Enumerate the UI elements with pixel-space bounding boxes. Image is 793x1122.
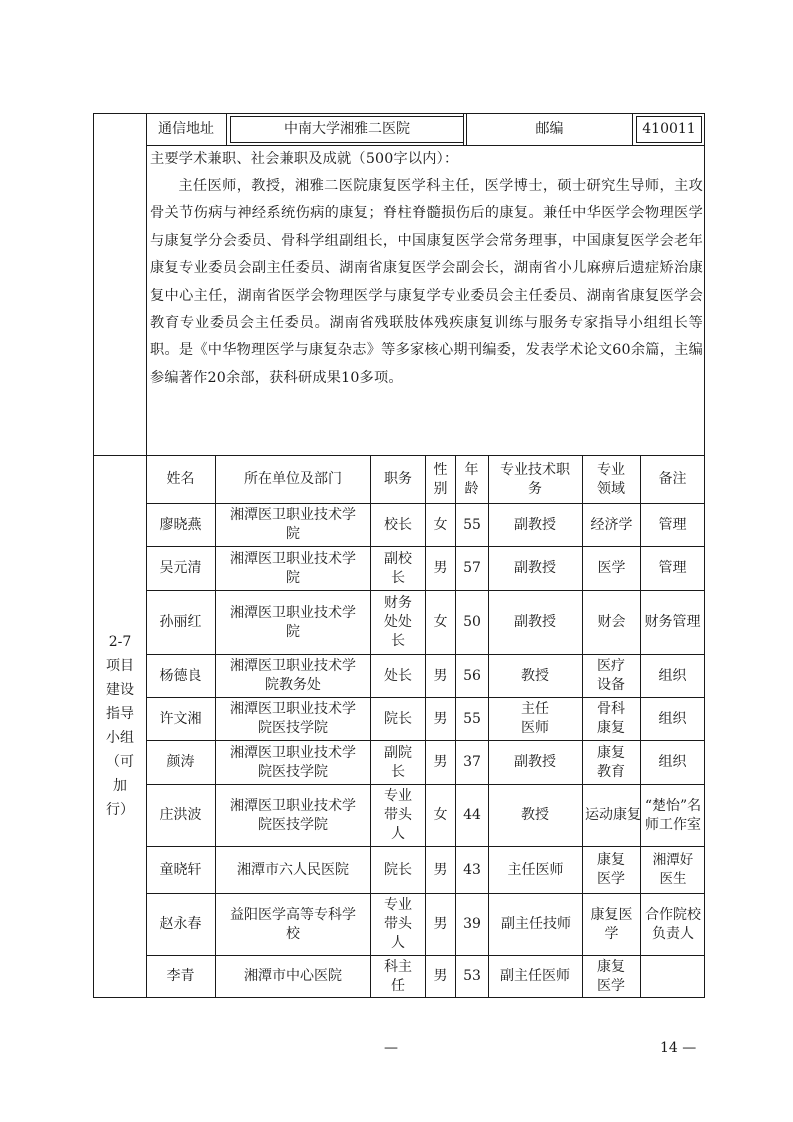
cell-post: 专业带头人 — [384, 788, 412, 842]
group-label-line: （可 — [106, 754, 134, 770]
cell-title: 主任医师 — [507, 861, 564, 878]
table-border-left — [93, 113, 94, 998]
group-section-label — [95, 630, 145, 822]
table-border-bottom — [93, 997, 705, 998]
cell-sex: 男 — [433, 861, 448, 878]
cell-sex: 男 — [433, 916, 448, 932]
achievements-body: 主任医师，教授，湘雅二医院康复医学科主任，医学博士，硕士研究生导师，主攻骨关节伤病与神经系统伤病的康复；脊柱脊髓损伤后的康复。兼任中华医学会物理医学与康复学分会委员、骨科学组副组长，中国康复医学会常务理事，中国康复医学会老年康复专业委员会副主任委员、湖南省康复医学会副会长，湖南省小儿麻痹后遗症矫治康复中心主任，湖南省医学会物理医学与康复学专业委员会主任委员、湖南省康复医学会教育专业委员会主任委员。湖南省残联肢体残疾康复训练与服务专家指导小组组长等职。是《中华物理医学与康复杂志》等多家核心期刊编委，发表学术论文60余篇，主编参编著作20余部，获科研成果10多项。 — [150, 178, 703, 386]
cell-field: 医学 — [597, 560, 626, 576]
cell-note — [641, 956, 704, 997]
cell-sex: 男 — [433, 667, 448, 684]
cell-unit: 湘潭市六人民医院 — [237, 861, 349, 878]
cell-field: 康复医学 — [590, 906, 633, 942]
achievements-heading: 主要学术兼职、社会兼职及成就（500字以内）： — [150, 151, 459, 167]
cell-sex: 女 — [433, 516, 448, 533]
cell-unit: 湘潭医卫职业技术学院医技学院 — [230, 701, 356, 736]
cell-unit: 益阳医学高等专科学校 — [230, 906, 356, 942]
cell-age: 56 — [463, 667, 481, 684]
cell-field: 康复医学 — [597, 958, 625, 994]
cell-unit: 湘潭市中心医院 — [244, 968, 342, 984]
cell-name: 廖晓燕 — [159, 516, 202, 533]
address-label: 通信地址 — [158, 121, 214, 137]
column-divider — [215, 455, 216, 998]
cell-field: 医疗设备 — [597, 658, 625, 693]
contact-divider — [226, 113, 227, 146]
cell-note: 合作院校负责人 — [645, 906, 701, 942]
cell-sex: 女 — [433, 807, 448, 823]
cell-post: 校长 — [384, 516, 412, 533]
cell-name: 许文湘 — [159, 710, 202, 727]
cell-name: 李青 — [166, 968, 195, 984]
group-label-line: 行） — [106, 802, 134, 818]
group-label-line: 指导 — [106, 706, 134, 722]
cell-unit: 湘潭医卫职业技术学院医技学院 — [230, 797, 356, 833]
cell-title: 教授 — [521, 667, 549, 684]
cell-note: 财务管理 — [644, 614, 701, 630]
cell-age: 50 — [463, 614, 481, 630]
header-sex: 性别 — [433, 461, 448, 497]
cell-title: 副教授 — [514, 516, 556, 533]
cell-post: 副院长 — [384, 744, 412, 780]
cell-note: 组织 — [658, 667, 687, 684]
contact-divider — [701, 116, 702, 143]
group-label-line: 建设 — [106, 682, 134, 698]
cell-field: 运动康复 — [585, 807, 641, 823]
cell-unit: 湘潭医卫职业技术学院医技学院 — [230, 744, 356, 780]
cell-note: 组织 — [658, 754, 687, 770]
group-label-line: 项目 — [106, 658, 134, 674]
page-number: 14 — — [660, 1040, 697, 1056]
cell-note: 湘潭好医生 — [652, 852, 694, 887]
cell-post: 处长 — [384, 667, 412, 684]
group-label-line: 2-7 — [108, 634, 132, 650]
cell-title: 副主任医师 — [500, 968, 570, 984]
cell-field: 康复医学 — [597, 852, 625, 887]
header-note: 备注 — [658, 471, 687, 487]
cell-note: 管理 — [658, 516, 687, 533]
cell-sex: 女 — [433, 614, 448, 630]
cell-field: 骨科康复 — [597, 701, 625, 736]
cell-unit: 湘潭医卫职业技术学院 — [230, 550, 356, 586]
header-name: 姓名 — [166, 471, 195, 487]
cell-age: 39 — [463, 916, 481, 932]
cell-title: 教授 — [521, 807, 549, 823]
cell-name: 童晓轩 — [159, 861, 202, 878]
cell-title: 主任医师 — [521, 701, 549, 736]
cell-post: 专业带头人 — [384, 897, 412, 951]
cell-age: 43 — [463, 861, 481, 878]
cell-unit: 湘潭医卫职业技术学院 — [230, 507, 356, 542]
footer-dash: — — [384, 1040, 398, 1056]
cell-age: 55 — [463, 516, 481, 533]
cell-field: 康复教育 — [597, 744, 625, 780]
contact-divider — [632, 113, 633, 146]
cell-field: 财会 — [597, 614, 626, 630]
cell-title: 副教授 — [514, 560, 556, 576]
cell-age: 53 — [463, 968, 481, 984]
cell-note: “楚怡”名师工作室 — [644, 797, 702, 833]
cell-post: 科主任 — [384, 958, 412, 994]
group-label-line: 小组 — [106, 730, 134, 746]
header-title: 专业技术职务 — [500, 461, 570, 497]
contact-divider — [463, 113, 464, 146]
cell-name: 吴元清 — [159, 560, 202, 576]
cell-name: 孙丽红 — [159, 614, 202, 630]
cell-title: 副主任技师 — [501, 916, 571, 932]
cell-post: 财务处处长 — [384, 595, 412, 649]
cell-name: 颜涛 — [166, 754, 195, 770]
cell-name: 杨德良 — [159, 667, 202, 684]
cell-post: 院长 — [384, 710, 412, 727]
cell-age: 37 — [463, 754, 481, 770]
cell-unit: 湘潭医卫职业技术学院教务处 — [230, 658, 356, 693]
address-value: 中南大学湘雅二医院 — [284, 121, 410, 137]
cell-sex: 男 — [433, 968, 448, 984]
cell-post: 副校长 — [384, 550, 412, 586]
cell-age: 44 — [463, 807, 481, 823]
cell-note: 组织 — [658, 710, 687, 727]
cell-name: 庄洪波 — [159, 807, 202, 823]
cell-name: 赵永春 — [159, 916, 202, 932]
header-age: 年龄 — [464, 461, 479, 497]
cell-sex: 男 — [433, 560, 448, 576]
cell-post: 院长 — [384, 861, 412, 878]
table-border-right — [704, 113, 705, 998]
cell-sex: 男 — [433, 710, 448, 727]
cell-unit: 湘潭医卫职业技术学院 — [230, 604, 356, 640]
postcode-value: 410011 — [642, 121, 696, 137]
cell-title: 副教授 — [514, 754, 556, 770]
group-label-line: 加 — [113, 778, 127, 794]
header-field: 专业领域 — [597, 461, 625, 497]
cell-age: 57 — [463, 560, 481, 576]
column-divider — [488, 455, 489, 998]
cell-age: 55 — [463, 710, 481, 727]
header-unit: 所在单位及部门 — [244, 471, 342, 487]
header-post: 职务 — [384, 471, 412, 487]
cell-field: 经济学 — [590, 516, 633, 533]
cell-sex: 男 — [433, 754, 448, 770]
cell-note: 管理 — [658, 560, 687, 576]
postcode-label: 邮编 — [535, 121, 564, 137]
cell-title: 副教授 — [514, 614, 556, 630]
